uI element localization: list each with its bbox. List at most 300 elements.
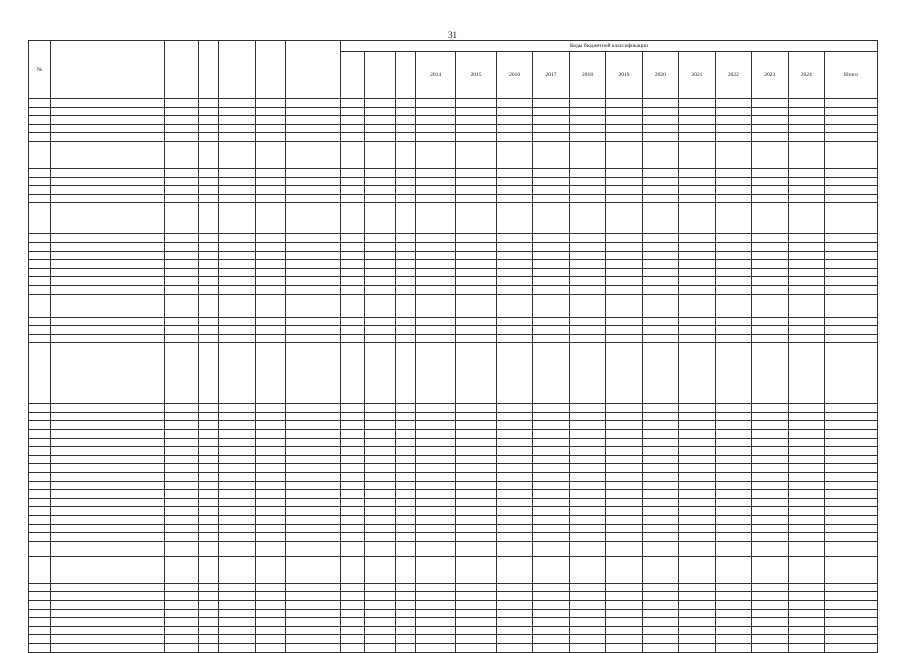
table-cell [415, 186, 456, 195]
table-cell [569, 99, 605, 108]
table-cell [715, 498, 751, 507]
table-cell [569, 438, 605, 447]
table-cell [219, 498, 255, 507]
table-cell [569, 141, 605, 168]
table-cell [569, 260, 605, 269]
table-cell [533, 438, 569, 447]
table-cell [679, 107, 715, 116]
table-cell [533, 600, 569, 609]
table-cell [255, 507, 285, 516]
table-cell [219, 116, 255, 125]
table-cell [824, 203, 877, 234]
table-row [29, 194, 878, 203]
table-cell [533, 592, 569, 601]
table-cell [715, 464, 751, 473]
table-cell [415, 412, 456, 421]
table-cell [255, 168, 285, 177]
table-row [29, 507, 878, 516]
table-cell [679, 168, 715, 177]
table-cell [456, 643, 497, 652]
table-row [29, 343, 878, 404]
table-cell [642, 481, 678, 490]
table-cell [752, 541, 788, 556]
table-cell [824, 635, 877, 644]
table-cell [606, 141, 642, 168]
table-cell [788, 334, 824, 343]
table-cell [395, 133, 415, 142]
table-cell [395, 618, 415, 627]
table-cell [340, 481, 364, 490]
table-cell [496, 234, 532, 243]
table-cell [533, 268, 569, 277]
table-cell [569, 234, 605, 243]
table-cell [456, 99, 497, 108]
table-cell [606, 251, 642, 260]
table-cell [415, 421, 456, 430]
table-cell [606, 583, 642, 592]
table-cell [219, 277, 255, 286]
table-cell [496, 168, 532, 177]
table-cell [199, 260, 219, 269]
table-cell [29, 533, 51, 542]
table-cell [365, 430, 395, 439]
table-cell [715, 294, 751, 317]
table-cell [569, 421, 605, 430]
table-cell [255, 234, 285, 243]
table-cell [365, 600, 395, 609]
table-cell [642, 234, 678, 243]
table-cell [752, 124, 788, 133]
table-cell [199, 600, 219, 609]
table-cell [29, 177, 51, 186]
table-cell [286, 268, 341, 277]
table-cell [715, 203, 751, 234]
table-cell [496, 334, 532, 343]
table-cell [715, 260, 751, 269]
table-cell [642, 251, 678, 260]
table-cell [679, 609, 715, 618]
col-header: 2015 [456, 52, 497, 99]
col-header [219, 41, 255, 99]
table-cell [255, 498, 285, 507]
table-cell [164, 116, 198, 125]
table-cell [606, 242, 642, 251]
table-cell [824, 412, 877, 421]
table-cell [752, 242, 788, 251]
table-cell [496, 277, 532, 286]
table-cell [29, 99, 51, 108]
table-cell [29, 473, 51, 482]
table-cell [824, 116, 877, 125]
table-row [29, 592, 878, 601]
table-cell [752, 412, 788, 421]
table-cell [496, 203, 532, 234]
table-cell [788, 124, 824, 133]
table-cell [533, 618, 569, 627]
table-cell [51, 464, 164, 473]
table-cell [340, 203, 364, 234]
table-cell [496, 404, 532, 413]
table-cell [715, 251, 751, 260]
table-cell [642, 490, 678, 499]
table-cell [199, 498, 219, 507]
table-cell [51, 177, 164, 186]
table-cell [219, 317, 255, 326]
table-cell [715, 133, 751, 142]
table-cell [29, 635, 51, 644]
table-cell [199, 583, 219, 592]
table-cell [365, 343, 395, 404]
table-cell [199, 141, 219, 168]
table-cell [715, 194, 751, 203]
table-cell [286, 186, 341, 195]
table-cell [606, 116, 642, 125]
table-cell [642, 541, 678, 556]
table-cell [255, 438, 285, 447]
table-cell [365, 618, 395, 627]
table-cell [415, 203, 456, 234]
table-cell [164, 618, 198, 627]
table-cell [788, 438, 824, 447]
table-cell [715, 334, 751, 343]
table-cell [255, 186, 285, 195]
table-cell [533, 412, 569, 421]
table-cell [415, 447, 456, 456]
table-cell [199, 343, 219, 404]
table-cell [788, 556, 824, 583]
table-cell [642, 285, 678, 294]
table-cell [199, 481, 219, 490]
table-cell [788, 294, 824, 317]
table-row [29, 600, 878, 609]
col-header: 2014 [415, 52, 456, 99]
table-cell [415, 242, 456, 251]
table-cell [824, 177, 877, 186]
table-cell [606, 533, 642, 542]
table-cell [415, 533, 456, 542]
table-cell [606, 285, 642, 294]
table-cell [788, 194, 824, 203]
table-row [29, 516, 878, 525]
table-cell [255, 133, 285, 142]
table-cell [606, 343, 642, 404]
table-cell [51, 404, 164, 413]
table-cell [679, 177, 715, 186]
table-cell [496, 524, 532, 533]
table-cell [51, 524, 164, 533]
table-cell [679, 618, 715, 627]
table-cell [679, 600, 715, 609]
table-cell [715, 242, 751, 251]
table-cell [164, 194, 198, 203]
table-cell [752, 294, 788, 317]
table-cell [496, 133, 532, 142]
table-cell [824, 234, 877, 243]
table-cell [415, 541, 456, 556]
table-cell [606, 186, 642, 195]
table-cell [340, 186, 364, 195]
table-cell [255, 481, 285, 490]
table-cell [286, 294, 341, 317]
table-cell [199, 507, 219, 516]
table-cell [395, 447, 415, 456]
table-cell [395, 203, 415, 234]
table-cell [533, 242, 569, 251]
table-cell [642, 260, 678, 269]
table-row [29, 294, 878, 317]
table-cell [395, 421, 415, 430]
table-cell [395, 609, 415, 618]
table-cell [365, 533, 395, 542]
table-cell [533, 107, 569, 116]
table-cell [752, 404, 788, 413]
table-cell [788, 516, 824, 525]
table-cell [199, 294, 219, 317]
table-cell [752, 473, 788, 482]
table-cell [715, 583, 751, 592]
table-cell [51, 294, 164, 317]
table-cell [219, 177, 255, 186]
col-header [51, 41, 164, 99]
table-cell [395, 473, 415, 482]
table-cell [340, 133, 364, 142]
table-cell [679, 412, 715, 421]
table-cell [606, 133, 642, 142]
table-cell [29, 455, 51, 464]
table-cell [496, 533, 532, 542]
table-cell [496, 490, 532, 499]
table-cell [679, 626, 715, 635]
table-cell [752, 194, 788, 203]
table-cell [569, 447, 605, 456]
table-cell [199, 447, 219, 456]
table-cell [533, 583, 569, 592]
table-cell [395, 194, 415, 203]
table-cell [715, 455, 751, 464]
table-cell [679, 533, 715, 542]
table-cell [569, 268, 605, 277]
table-cell [496, 583, 532, 592]
table-cell [219, 412, 255, 421]
table-cell [715, 556, 751, 583]
table-cell [51, 447, 164, 456]
table-cell [569, 524, 605, 533]
table-cell [395, 343, 415, 404]
table-cell [606, 107, 642, 116]
table-cell [365, 186, 395, 195]
table-row [29, 541, 878, 556]
table-cell [824, 455, 877, 464]
table-cell [51, 99, 164, 108]
table-cell [164, 326, 198, 335]
table-cell [340, 541, 364, 556]
table-cell [642, 317, 678, 326]
table-cell [496, 326, 532, 335]
table-cell [164, 455, 198, 464]
table-cell [456, 141, 497, 168]
table-cell [824, 592, 877, 601]
table-cell [415, 277, 456, 286]
table-cell [164, 285, 198, 294]
table-cell [679, 498, 715, 507]
table-cell [199, 242, 219, 251]
table-cell [788, 277, 824, 286]
table-cell [199, 421, 219, 430]
table-cell [824, 447, 877, 456]
table-cell [395, 317, 415, 326]
table-row [29, 277, 878, 286]
table-cell [606, 421, 642, 430]
table-cell [286, 533, 341, 542]
table-cell [752, 583, 788, 592]
table-cell [365, 234, 395, 243]
table-cell [219, 473, 255, 482]
table-cell [340, 533, 364, 542]
table-cell [255, 541, 285, 556]
table-cell [29, 133, 51, 142]
table-cell [340, 583, 364, 592]
table-cell [164, 635, 198, 644]
table-cell [255, 412, 285, 421]
table-cell [456, 242, 497, 251]
table-cell [415, 251, 456, 260]
table-cell [569, 116, 605, 125]
table-cell [642, 404, 678, 413]
table-cell [395, 260, 415, 269]
table-cell [496, 421, 532, 430]
table-cell [824, 533, 877, 542]
table-cell [679, 643, 715, 652]
table-row [29, 177, 878, 186]
table-cell [415, 464, 456, 473]
table-cell [415, 234, 456, 243]
table-cell [415, 490, 456, 499]
table-cell [752, 133, 788, 142]
table-cell [219, 343, 255, 404]
table-cell [752, 455, 788, 464]
table-cell [219, 421, 255, 430]
table-cell [606, 524, 642, 533]
table-cell [51, 618, 164, 627]
table-cell [340, 251, 364, 260]
table-cell [456, 618, 497, 627]
table-cell [29, 618, 51, 627]
table-cell [29, 326, 51, 335]
table-cell [533, 116, 569, 125]
table-cell [255, 203, 285, 234]
table-cell [255, 447, 285, 456]
table-cell [752, 600, 788, 609]
table-cell [752, 177, 788, 186]
table-cell [788, 285, 824, 294]
table-cell [606, 592, 642, 601]
table-cell [496, 626, 532, 635]
table-cell [456, 177, 497, 186]
table-cell [365, 285, 395, 294]
table-cell [752, 447, 788, 456]
table-cell [824, 326, 877, 335]
table-cell [164, 251, 198, 260]
table-cell [340, 473, 364, 482]
table-cell [219, 203, 255, 234]
table-cell [365, 334, 395, 343]
table-cell [456, 277, 497, 286]
table-row [29, 635, 878, 644]
table-cell [456, 430, 497, 439]
table-cell [286, 194, 341, 203]
table-cell [340, 430, 364, 439]
table-cell [29, 242, 51, 251]
table-cell [415, 260, 456, 269]
table-cell [415, 592, 456, 601]
table-cell [199, 643, 219, 652]
table-cell [788, 635, 824, 644]
table-cell [395, 294, 415, 317]
table-cell [824, 251, 877, 260]
table-cell [606, 268, 642, 277]
table-cell [255, 334, 285, 343]
table-cell [395, 464, 415, 473]
table-cell [29, 251, 51, 260]
table-cell [456, 507, 497, 516]
table-cell [679, 447, 715, 456]
table-cell [29, 186, 51, 195]
table-body [29, 99, 878, 653]
table-cell [255, 242, 285, 251]
col-header: 2022 [715, 52, 751, 99]
table-cell [533, 404, 569, 413]
table-cell [219, 533, 255, 542]
table-cell [255, 473, 285, 482]
table-cell [164, 343, 198, 404]
table-cell [29, 334, 51, 343]
table-cell [286, 455, 341, 464]
table-cell [569, 203, 605, 234]
table-cell [415, 438, 456, 447]
table-cell [395, 99, 415, 108]
table-cell [365, 168, 395, 177]
table-cell [496, 609, 532, 618]
table-cell [752, 168, 788, 177]
table-cell [752, 343, 788, 404]
table-cell [286, 203, 341, 234]
table-cell [365, 268, 395, 277]
table-cell [752, 533, 788, 542]
table-cell [395, 107, 415, 116]
table-cell [752, 203, 788, 234]
table-cell [219, 404, 255, 413]
table-cell [365, 404, 395, 413]
col-header [255, 41, 285, 99]
table-cell [199, 177, 219, 186]
table-cell [715, 507, 751, 516]
table-cell [496, 99, 532, 108]
table-cell [606, 404, 642, 413]
table-cell [51, 412, 164, 421]
table-cell [365, 326, 395, 335]
table-cell [606, 516, 642, 525]
table-cell [715, 116, 751, 125]
table-row [29, 524, 878, 533]
table-cell [219, 251, 255, 260]
table-cell [164, 583, 198, 592]
table-cell [788, 643, 824, 652]
table-cell [679, 194, 715, 203]
table-cell [286, 490, 341, 499]
table-cell [164, 317, 198, 326]
table-cell [715, 430, 751, 439]
table-cell [456, 464, 497, 473]
